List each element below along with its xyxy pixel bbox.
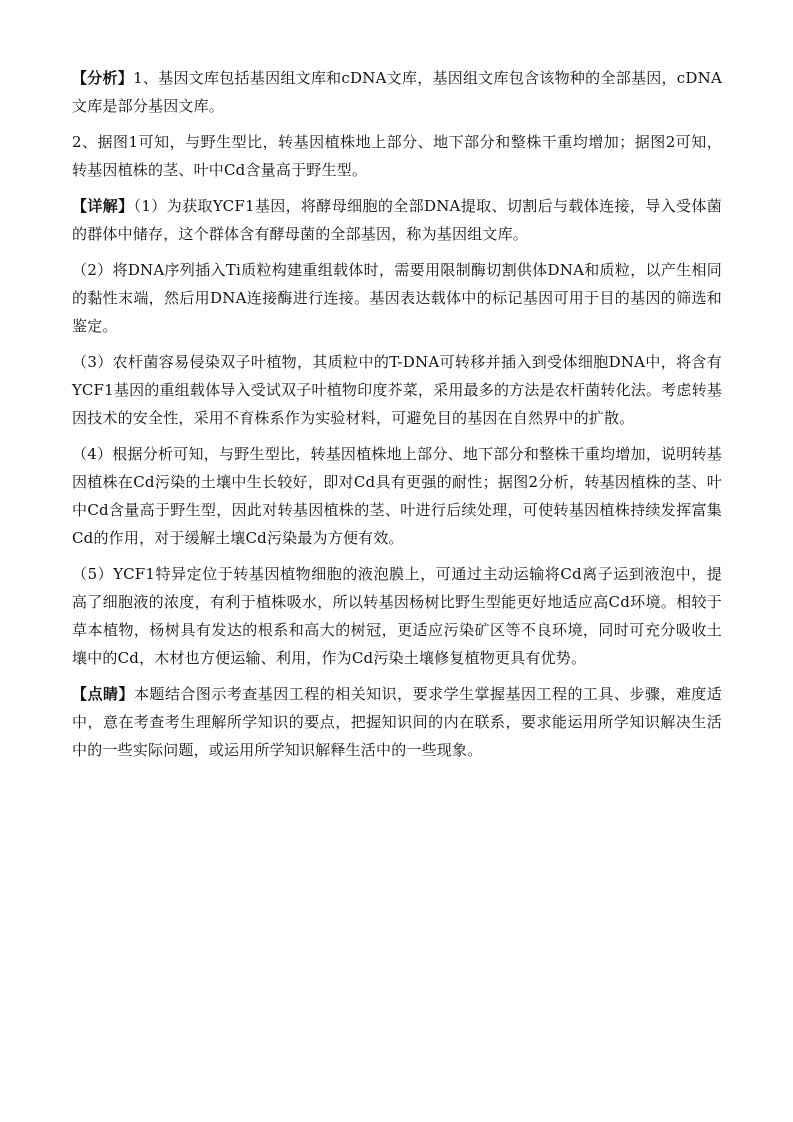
details-tag: 【详解】 <box>72 197 134 215</box>
details-answer-4: （4）根据分析可知，与野生型比，转基因植株地上部分、地下部分和整株干重均增加，说明转基因植株在Cd污染的土壤中生长较好，即对Cd具有更强的耐性；据图2分析，转基因植株的茎、叶中Cd含量高于野生型，因此对转基因植株的茎、叶进行后续处理，可使转基因植株持续发挥富集Cd的作用，对于缓解土壤Cd污染最为方便有效。 <box>72 445 722 547</box>
details-answer-2: （2）将DNA序列插入Ti质粒构建重组载体时，需要用限制酶切割供体DNA和质粒，以产生相同的黏性末端，然后用DNA连接酶进行连接。基因表达载体中的标记基因可用于目的基因的筛选和鉴定。 <box>72 261 722 335</box>
comment-text: 本题结合图示考查基因工程的相关知识，要求学生掌握基因工程的工具、步骤，难度适中，意在考查考生理解所学知识的要点，把握知识间的内在联系，要求能运用所学知识解决生活中的一些实际问题，或运用所学知识解释生活中的一些现象。 <box>72 685 722 759</box>
details-answer-3: （3）农杆菌容易侵染双子叶植物，其质粒中的T-DNA可转移并插入到受体细胞DNA中，将含有YCF1基因的重组载体导入受试双子叶植物印度芥菜，采用最多的方法是农杆菌转化法。考虑转基因技术的安全性，采用不育株系作为实验材料，可避免目的基因在自然界中的扩散。 <box>72 353 722 427</box>
answer-explanation <box>72 64 722 772</box>
analysis-tag: 【分析】 <box>72 69 134 87</box>
comment-tag: 【点睛】 <box>72 685 134 703</box>
details-paragraph-1 <box>72 192 722 248</box>
details-answer-1: （1）为获取YCF1基因，将酵母细胞的全部DNA提取、切割后与载体连接，导入受体菌的群体中储存，这个群体含有酵母菌的全部基因，称为基因组文库。 <box>72 197 722 243</box>
analysis-paragraph-2: 2、据图1可知，与野生型比，转基因植株地上部分、地下部分和整株干重均增加；据图2可知，转基因植株的茎、叶中Cd含量高于野生型。 <box>72 133 722 179</box>
comment-paragraph <box>72 680 722 764</box>
analysis-paragraph-1 <box>72 64 722 120</box>
analysis-text-1: 1、基因文库包括基因组文库和cDNA文库，基因组文库包含该物种的全部基因，cDNA文库是部分基因文库。 <box>72 69 722 115</box>
details-answer-5: （5）YCF1特异定位于转基因植物细胞的液泡膜上，可通过主动运输将Cd离子运到液泡中，提高了细胞液的浓度，有利于植株吸水，所以转基因杨树比野生型能更好地适应高Cd环境。相较于草本植物，杨树具有发达的根系和高大的树冠，更适应污染矿区等不良环境，同时可充分吸收土壤中的Cd，木材也方便运输、利用，作为Cd污染土壤修复植物更具有优势。 <box>72 565 722 667</box>
